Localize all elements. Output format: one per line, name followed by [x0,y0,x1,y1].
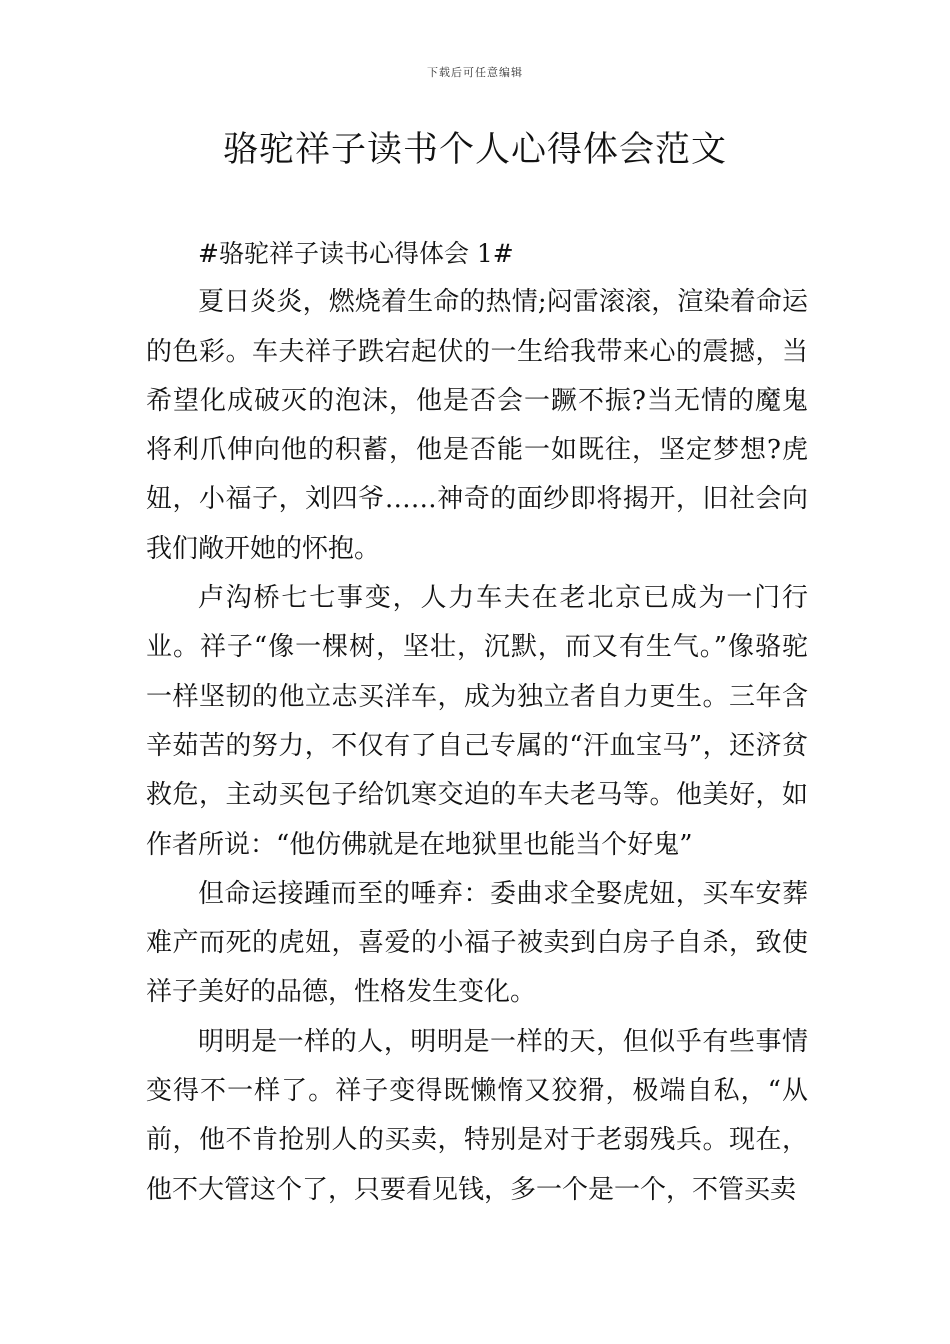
section-heading: #骆驼祥子读书心得体会 1# [198,239,514,268]
header-note: 下载后可任意编辑 [427,66,523,79]
paragraph: 夏日炎炎，燃烧着生命的热情;闷雷滚滚，渲染着命运的色彩。车夫祥子跌宕起伏的一生给我带来心的震撼，当希望化成破灭的泡沫，他是否会一蹶不振?当无情的魔鬼将利爪伸向他的积蓄，他是否能一如既往，坚定梦想?虎妞，小福子，刘四爷……神奇的面纱即将揭开，旧社会向我们敞开她的怀抱。 [146,287,808,564]
paragraph: 但命运接踵而至的唾弃：委曲求全娶虎妞，买车安葬难产而死的虎妞，喜爱的小福子被卖到白房子自杀，致使祥子美好的品德，性格发生变化。 [146,878,808,1008]
paragraph: 卢沟桥七七事变，人力车夫在老北京已成为一门行业。祥子“像一棵树，坚壮，沉默，而又有生气。”像骆驼一样坚韧的他立志买洋车，成为独立者自力更生。三年含辛茹苦的努力，不仅有了自己专属的“汗血宝马”，还济贫救危，主动买包子给饥寒交迫的车夫老马等。他美好，如作者所说：“他仿佛就是在地狱里也能当个好鬼” [146,583,808,860]
document-title: 骆驼祥子读书个人心得体会范文 [222,130,727,170]
paragraph: 明明是一样的人，明明是一样的天，但似乎有些事情变得不一样了。祥子变得既懒惰又狡猾，极端自私，“从前，他不肯抢别人的买卖，特别是对于老弱残兵。现在，他不大管这个了，只要看见钱，多一个是一个，不管买卖 [146,1026,808,1205]
document-body [146,229,808,1215]
